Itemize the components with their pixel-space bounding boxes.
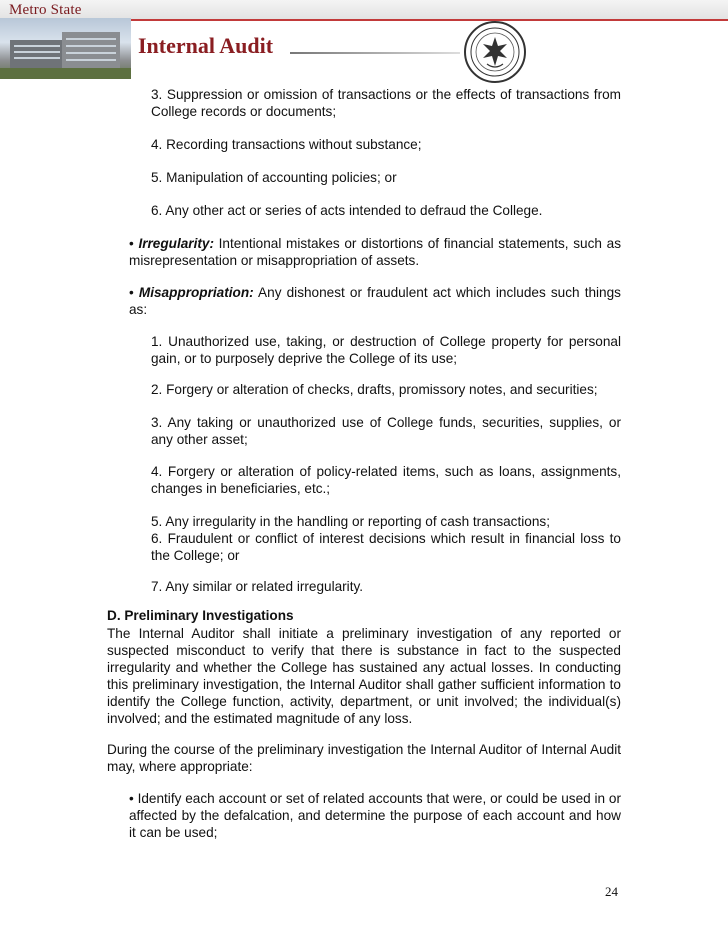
list-item: 5. Manipulation of accounting policies; or [151, 170, 397, 185]
list-item: 7. Any similar or related irregularity. [151, 579, 364, 594]
brand-name: Metro State [9, 2, 82, 18]
window-row [66, 59, 116, 61]
list-item: 1. Unauthorized use, taking, or destruction of College property for personal gain, or to purposely deprive the College of its use; [151, 334, 621, 366]
body-paragraph: The Internal Auditor shall initiate a preliminary investigation of any reported or suspected misconduct to verify that there is substance in fact to the suspected irregularity and whether the College has sustained any actual losses. In conducting this preliminary investigation, the Internal Auditor shall gather sufficient information to identify the College function, activity, department, or unit involved; the individual(s) involved; and the estimated magnitude of any loss. [107, 626, 621, 726]
list-item: 3. Suppression or omission of transactions or the effects of transactions from College records or documents; [151, 87, 621, 119]
term-misappropriation: Misappropriation [138, 285, 250, 300]
window-row [66, 38, 116, 40]
window-row [14, 45, 60, 47]
list-item: 6. Any other act or series of acts intended to defraud the College. [151, 203, 543, 218]
definition-text: Intentional mistakes or distortions of financial statements, such as misrepresentation or misappropriation of assets. [129, 236, 621, 268]
definition-misappropriation [129, 284, 621, 318]
list-item: 3. Any taking or unauthorized use of College funds, securities, supplies, or any other asset; [151, 415, 621, 447]
college-seal-icon [463, 20, 527, 84]
definition-text: Any dishonest or fraudulent act which includes such things as: [129, 285, 621, 317]
bullet: • [129, 236, 139, 251]
page-number: 24 [605, 884, 618, 899]
list-item: 4. Forgery or alteration of policy-related items, such as loans, assignments, changes in beneficiaries, etc.; [151, 464, 621, 496]
body-paragraph: During the course of the preliminary investigation the Internal Auditor of Internal Audit may, where appropriate: [107, 742, 621, 774]
term-irregularity: Irregularity [138, 236, 210, 251]
lawn [0, 68, 131, 79]
window-row [66, 52, 116, 54]
window-row [14, 57, 60, 59]
list-item: 2. Forgery or alteration of checks, drafts, promissory notes, and securities; [151, 382, 598, 397]
bullet-item: • Identify each account or set of related accounts that were, or could be used in or affected by the defalcation, and determine the purpose of each account and how it can be used; [129, 791, 621, 840]
header-bar [0, 0, 728, 20]
list-item: 4. Recording transactions without substance; [151, 137, 422, 152]
header-divider [118, 19, 728, 21]
page-title: Internal Audit [138, 33, 274, 58]
window-row [14, 51, 60, 53]
term-colon: : [209, 236, 214, 251]
list-item: 5. Any irregularity in the handling or reporting of cash transactions; [151, 514, 550, 529]
bullet: • [129, 285, 139, 300]
window-row [66, 45, 116, 47]
title-underline [290, 52, 460, 54]
campus-building-photo [0, 18, 131, 79]
list-item: 6. Fraudulent or conflict of interest decisions which result in financial loss to the College; or [151, 531, 621, 563]
section-heading: D. Preliminary Investigations [107, 608, 294, 623]
term-colon: : [249, 285, 254, 300]
definition-irregularity [129, 235, 621, 269]
